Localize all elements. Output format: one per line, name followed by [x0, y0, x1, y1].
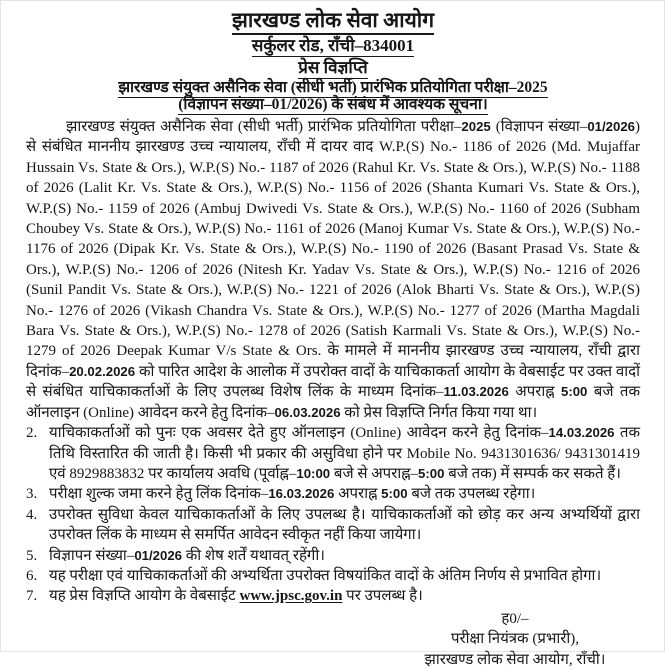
text-segment: याचिकाकर्ताओं को पुनः एक अवसर देते हुए ऑनलाइन (Online) आवेदन करने हेतु दिनांक– — [49, 425, 549, 442]
list-item-3 — [26, 484, 640, 504]
doc-type-label: प्रेस विज्ञप्ति — [298, 58, 368, 77]
opening-paragraph — [26, 117, 640, 423]
doc-type-line — [26, 57, 640, 79]
text-segment: 2025 — [461, 119, 491, 134]
text-segment: तक तिथि विस्तारित की जाती है। किसी भी प्रकार की असुविधा होने पर Mobile No. 9431301636/ 9431301419 एवं 8929883832 पर कार्यालय अवधि (पूर्वाह्न– — [49, 425, 640, 482]
item-text — [49, 423, 640, 484]
jpsc-website-link[interactable]: www.jpsc.gov.in — [239, 588, 343, 605]
item-number: 4. — [26, 506, 38, 523]
text-segment: W.P.(S) No.- 1186 of 2026 (Md. Mujaffar Hussain Vs. State & Ors.), W.P.(S) No.- 1187 of 2026 (Rahul Kr. Vs. State & Ors.), W.P.(S) No.- 1188 of 2026 (Lalit Kr. Vs. State & Ors.), W.P.(S) No.- 1156 of 2026 (Shanta Kumari Vs. State & Ors.), W.P.(S) No.- 1159 of 2026 (Ambuj Dwivedi Vs. State & Ors.), W.P.(S) No.- 1160 of 2026 (Subham Choubey Vs. State & Ors.), W.P.(S) No.- 1161 of 2026 (Manoj Kumar Vs. State & Ors.), W.P.(S) No.- 1176 of 2026 (Dipak Kr. Vs. State & Ors.), W.P.(S) No.- 1190 of 2026 (Basant Prasad Vs. State & Ors.), W.P.(S) No.- 1206 of 2026 (Nitesh Kr. Yadav Vs. State & Ors.), W.P.(S) No.- 1216 of 2026 (Sunil Pandit Vs. State & Ors.), W.P.(S) No.- 1221 of 2026 (Alok Bharti Vs. State & Ors.), W.P.(S) No.- 1276 of 2026 (Vikash Chandra Vs. State & Ors.), W.P.(S) No.- 1277 of 2026 (Martha Magdali Bara Vs. State & Ors.), W.P.(S) No.- 1278 of 2026 (Satish Karmali Vs. State & Ors.), W.P.(S) No.- 1279 of 2026 Deepak Kumar V/s State & Ors. — [26, 139, 640, 360]
signatory-designation: परीक्षा नियंत्रक (प्रभारी), — [450, 631, 580, 648]
text-segment: परीक्षा शुल्क जमा करने हेतु लिंक दिनांक– — [49, 486, 269, 503]
item-text — [49, 566, 640, 586]
text-segment: बजे तक ऑनलाइन (Online) आवेदन करने हेतु दिनांक– — [26, 384, 640, 421]
list-item-7 — [26, 586, 640, 606]
item-number: 2. — [26, 425, 38, 442]
item-text — [49, 586, 640, 606]
subject-text-1: झारखण्ड संयुक्त असैनिक सेवा (सीधी भर्ती) प्रारंभिक प्रतियोगिता परीक्षा–2025 — [118, 79, 548, 96]
text-segment: यह प्रेस विज्ञप्ति आयोग के वेबसाईट — [49, 588, 240, 605]
item-number: 5. — [26, 547, 38, 564]
item-text — [49, 546, 640, 566]
text-segment: बजे तक उपलब्ध रहेगा। — [407, 486, 536, 503]
item-number: 6. — [26, 567, 38, 584]
item-number: 7. — [26, 588, 38, 605]
text-segment: बजे तक) में सम्पर्क कर सकते हैं। — [444, 465, 621, 482]
text-segment: के मामले में माननीय झारखण्ड उच्च न्यायालय, राँची द्वारा दिनांक– — [26, 343, 640, 380]
org-address: सर्कुलर रोड, राँची–834001 — [251, 36, 415, 55]
text-segment: 20.02.2026 — [69, 363, 136, 379]
item-text — [49, 484, 640, 504]
text-segment: उपरोक्त सुविधा केवल याचिकाकर्ताओं के लिए उपलब्ध है। याचिकाकर्ताओं को छोड़ कर अन्य अभ्यर्थियों द्वारा उपरोक्त लिंक के माध्यम से समर्पित आवेदन स्वीकृत नहीं किया जायेगा। — [49, 506, 640, 544]
text-segment: यह परीक्षा एवं याचिकाकर्ताओं की अभ्यर्थिता उपरोक्त विषयांकित वादों के अंतिम निर्णय से प्रभावित होगा। — [49, 567, 602, 584]
text-segment: 14.03.2026 — [548, 425, 615, 441]
item-number: 3. — [26, 486, 38, 503]
text-segment: विज्ञापन संख्या– — [49, 547, 135, 564]
list-item-4 — [26, 505, 640, 546]
text-segment: (विज्ञापन संख्या– — [490, 119, 588, 135]
text-segment: बजे से अपराह्न– — [330, 465, 419, 482]
text-segment: 5:00 — [418, 465, 445, 481]
text-segment: 16.03.2026 — [268, 486, 335, 502]
address-line — [26, 34, 640, 57]
text-segment: को प्रेस विज्ञप्ति निर्गत किया गया था। — [340, 404, 538, 421]
text-segment: 01/2026 — [134, 547, 182, 563]
text-segment: 01/2026 — [587, 119, 635, 134]
item-text — [49, 505, 640, 546]
document-body — [26, 117, 640, 607]
subject-line-2 — [26, 96, 640, 113]
document-header — [26, 6, 640, 113]
list-item-2 — [26, 423, 640, 484]
text-segment: 06.03.2026 — [274, 404, 341, 420]
subject-line-1 — [26, 79, 640, 96]
text-segment: 11.03.2026 — [443, 384, 509, 400]
text-segment: 5:00 — [560, 384, 588, 400]
text-segment: 10:00 — [296, 465, 331, 481]
subject-text-2: (विज्ञापन संख्या–01/2026) के संबंध में आवश्यक सूचना। — [178, 96, 488, 113]
text-segment: ) से संबंधित माननीय झारखण्ड उच्च न्यायालय, राँची में दायर वाद — [26, 119, 640, 156]
text-segment: की शेष शर्तें यथावत् रहेंगी। — [182, 547, 325, 564]
signature-mark: ह0/– — [501, 610, 529, 627]
list-item-5 — [26, 546, 640, 566]
signature-block — [390, 609, 640, 670]
text-segment: झारखण्ड संयुक्त असैनिक सेवा (सीधी भर्ती) प्रारंभिक प्रतियोगिता परीक्षा– — [66, 119, 462, 135]
text-segment: अपराह्न — [334, 486, 382, 503]
text-segment: 5:00 — [381, 486, 408, 502]
text-segment: को पारित आदेश के आलोक में उपरोक्त वादों के याचिकाकर्ता आयोग के वेबसाईट पर उक्त वादों से संबंधित याचिकाकर्ताओं के लिए उपलब्ध विशेष लिंक के माध्यम दिनांक– — [26, 363, 640, 401]
text-segment: पर उपलब्ध है। — [342, 588, 423, 605]
text-segment: अपराह्न — [508, 384, 561, 401]
list-item-6 — [26, 566, 640, 586]
org-name-line — [26, 6, 640, 34]
org-name: झारखण्ड लोक सेवा आयोग — [232, 8, 434, 35]
signatory-organization: झारखण्ड लोक सेवा आयोग, राँची। — [424, 651, 606, 668]
